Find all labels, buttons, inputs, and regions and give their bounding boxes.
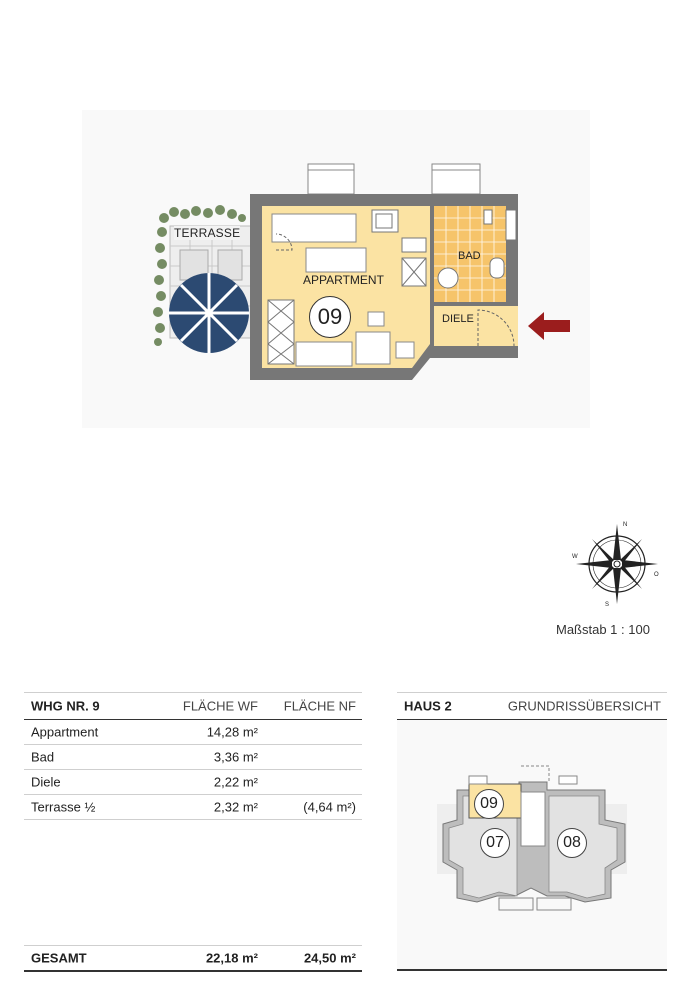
compass-o: O [654,572,659,578]
area-table-header [24,692,362,720]
area-table [24,692,362,972]
table-row [24,720,362,745]
row-nf: (4,64 m²) [303,799,356,815]
row-wf: 2,22 m² [213,774,258,790]
area-table-total [24,946,362,972]
overview-header [397,692,667,720]
row-wf: 3,36 m² [213,749,258,765]
compass-rose [570,520,664,610]
floor-overview [397,692,667,971]
row-name: Bad [31,749,55,765]
compass-s: S [605,602,610,608]
overview-plan [397,720,667,971]
floor-plan [82,110,590,428]
row-wf: 2,32 m² [213,799,258,815]
umbrella [169,273,249,353]
table-spacer [24,820,362,946]
header-wf: FLÄCHE WF [182,698,258,714]
header-nf: FLÄCHE NF [283,698,356,714]
row-wf: 14,28 m² [206,724,258,740]
table-row [24,745,362,770]
overview-drawing [397,720,667,971]
overview-unit-08: 08 [557,828,587,858]
row-name: Terrasse ½ [31,799,96,815]
unit-number-badge: 09 [309,296,351,338]
room-label-terrasse: TERRASSE [174,226,241,240]
scale-label: Maßstab 1 : 100 [556,622,650,637]
floor-plan-drawing [82,110,590,428]
compass-n: N [623,522,628,528]
room-label-appartment: APPARTMENT [303,273,384,287]
header-unit: WHG NR. 9 [31,698,100,714]
total-nf: 24,50 m² [303,950,356,966]
row-name: Diele [31,774,61,790]
entry-arrow [528,312,570,340]
overview-title: GRUNDRISSÜBERSICHT [507,698,661,714]
table-row [24,770,362,795]
overview-unit-07: 07 [480,828,510,858]
total-label: GESAMT [31,950,87,966]
room-label-diele: DIELE [442,313,474,325]
table-row [24,795,362,820]
room-label-bad: BAD [458,250,481,262]
overview-house: HAUS 2 [404,698,452,714]
total-wf: 22,18 m² [205,950,258,966]
row-name: Appartment [31,724,99,740]
overview-unit-09: 09 [474,789,504,819]
compass-w: W [572,554,578,560]
